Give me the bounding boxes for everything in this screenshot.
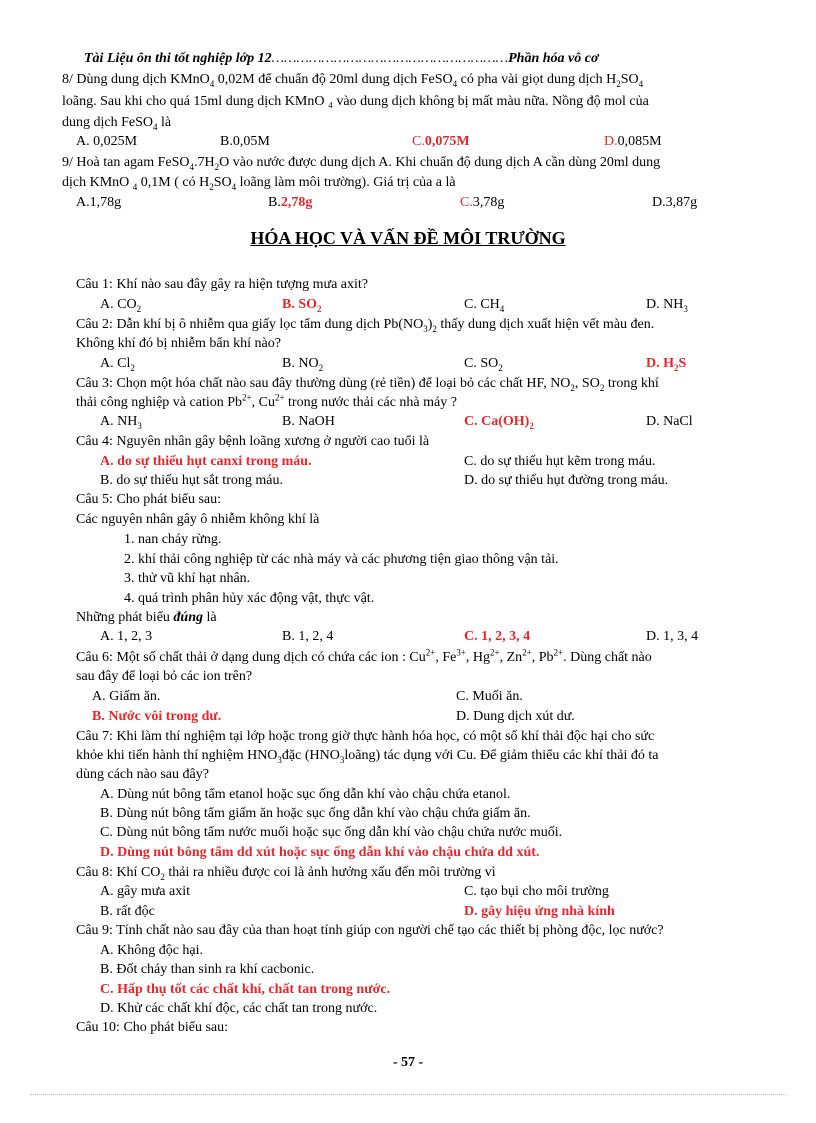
c1-option-b: B. $SO_2$ bbox=[282, 297, 322, 314]
c3-question-line-2: thải công nghiệp và cation $Pb^{2+}$, $Cu^{2+}$ trong nước thải các nhà máy ? bbox=[76, 392, 457, 410]
q8-line-2: loãng. Sau khi cho quá 15ml dung dịch KMnO ₄ vào dung dịch không bị mất màu nữa. Nồng độ mol của bbox=[62, 94, 649, 109]
c5-item-1: 1. nan cháy rừng. bbox=[124, 532, 222, 547]
c3-option-c: C. $Ca(OH)_2$ bbox=[464, 414, 534, 431]
section-title: HÓA HỌC VÀ VẤN ĐỀ MÔI TRƯỜNG bbox=[250, 228, 566, 248]
q8-option-d: D.0,085M bbox=[604, 134, 662, 149]
header-dots: ………………………………………………… bbox=[271, 51, 509, 66]
c10-question: Câu 10: Cho phát biểu sau: bbox=[76, 1020, 229, 1035]
c6-option-d: D. Dung dịch xút dư. bbox=[456, 709, 575, 724]
c3-option-b: B. NaOH bbox=[282, 414, 335, 429]
q9-line-2: dịch KMnO $_4$ 0,1M ( có $H_2SO_4$ loãng làm môi trường). Giá trị của a là bbox=[62, 175, 456, 192]
c7-option-a: A. Dùng nút bông tẩm etanol hoặc sục ống dẫn khí vào chậu chứa etanol. bbox=[100, 787, 511, 802]
c7-question-line-3: dùng cách nào sau đây? bbox=[76, 767, 209, 782]
c5-question: Câu 5: Cho phát biểu sau: bbox=[76, 492, 222, 507]
c6-option-a: A. Giấm ăn. bbox=[92, 689, 161, 704]
c6-question-line-1: Câu 6: Một số chất thải ở dạng dung dịch có chứa các ion : $Cu^{2+}$, $Fe^{3+}$, $Hg^{2+}$, $Zn^{2+}$, $Pb^{2+}$. Dùng chất nào bbox=[76, 647, 652, 665]
q8-option-c: C.0,075M bbox=[412, 134, 470, 149]
c2-option-d: D. $H_2S$ bbox=[646, 356, 687, 373]
c2-option-c: C. $SO_2$ bbox=[464, 356, 503, 373]
page-header bbox=[84, 50, 598, 68]
c2-question-line-1: Câu 2: Dẫn khí bị ô nhiễm qua giấy lọc tẩm dung dịch $Pb(NO_3)_2$ thấy dung dịch xuất hiện vết màu đen. bbox=[76, 317, 655, 334]
q9-option-d: D.3,87g bbox=[652, 195, 698, 210]
c8-option-b: B. rất độc bbox=[100, 904, 155, 919]
c4-option-b: B. do sự thiếu hụt sắt trong máu. bbox=[100, 473, 283, 488]
c5-option-d: D. 1, 3, 4 bbox=[646, 629, 699, 644]
header-right: Phần hóa vô cơ bbox=[508, 51, 599, 66]
q9-option-b: B.2,78g bbox=[268, 195, 313, 210]
c2-option-b: B. $NO_2$ bbox=[282, 356, 324, 373]
c6-question-line-2: sau đây để loại bỏ các ion trên? bbox=[76, 669, 253, 684]
c5-option-b: B. 1, 2, 4 bbox=[282, 629, 334, 644]
c5-ask: Những phát biểu đúng là bbox=[76, 610, 217, 625]
c7-question-line-1: Câu 7: Khi làm thí nghiệm tại lớp hoặc trong giờ thực hành hóa học, có một số khí thải độc hại cho sức bbox=[76, 729, 655, 744]
c8-option-d: D. gây hiệu ứng nhà kính bbox=[464, 904, 615, 919]
c5-item-3: 3. thử vũ khí hạt nhân. bbox=[124, 571, 251, 586]
c5-intro: Các nguyên nhân gây ô nhiễm không khí là bbox=[76, 512, 320, 527]
c2-option-a: A. $Cl_2$ bbox=[100, 356, 135, 373]
c7-question-line-2: khỏe khi tiến hành thí nghiệm $HNO_3đặc$ $(HNO_3loãng)$ tác dụng với Cu. Để giảm thiểu các khí thải đó ta bbox=[76, 748, 659, 765]
q8-line-3: dung dịch FeSO$_4$ là bbox=[62, 115, 172, 132]
header-left: Tài Liệu ôn thi tốt nghiệp lớp 12 bbox=[84, 51, 272, 66]
c5-item-4: 4. quá trình phân hủy xác động vật, thực vật. bbox=[124, 591, 375, 606]
c4-option-c: C. do sự thiếu hụt kẽm trong máu. bbox=[464, 454, 656, 469]
q8-line-1: 8/ Dùng dung dịch KMnO$_4$ 0,02M để chuẩn độ 20ml dung dịch FeSO$_4$ có pha vài giọt dung dịch $H_2SO_4$ bbox=[62, 72, 644, 89]
c9-option-a: A. Không độc hại. bbox=[100, 943, 204, 958]
c2-question-line-2: Không khí đó bị nhiễm bẩn khí nào? bbox=[76, 336, 281, 351]
c6-option-b: B. Nước vôi trong dư. bbox=[92, 709, 222, 724]
c4-option-d: D. do sự thiếu hụt đường trong máu. bbox=[464, 473, 669, 488]
c9-question: Câu 9: Tính chất nào sau đây của than hoạt tính giúp con người chế tạo các thiết bị phòng độc, lọc nước? bbox=[76, 923, 664, 938]
c4-option-a: A. do sự thiếu hụt canxi trong máu. bbox=[100, 454, 312, 469]
c3-question-line-1: Câu 3: Chọn một hóa chất nào sau đây thường dùng (rẻ tiền) để loại bỏ các chất HF, $NO_2$, $SO_2$ trong khí bbox=[76, 376, 659, 393]
page-bottom-rule bbox=[30, 1094, 786, 1095]
c9-option-d: D. Khử các chất khí độc, các chất tan trong nước. bbox=[100, 1001, 378, 1016]
c7-option-d: D. Dùng nút bông tẩm dd xút hoặc sục ống dẫn khí vào chậu chứa dd xút. bbox=[100, 845, 540, 860]
q9-option-a: A.1,78g bbox=[76, 195, 122, 210]
c8-option-a: A. gây mưa axit bbox=[100, 884, 191, 899]
q8-option-a: A. 0,025M bbox=[76, 134, 138, 149]
q8-option-b: B.0,05M bbox=[220, 134, 270, 149]
c9-option-c: C. Hấp thụ tốt các chất khí, chất tan trong nước. bbox=[100, 982, 391, 997]
c7-option-c: C. Dùng nút bông tẩm nước muối hoặc sục ống dẫn khí vào chậu chứa nước muối. bbox=[100, 825, 563, 840]
c6-option-c: C. Muối ăn. bbox=[456, 689, 523, 704]
c3-option-d: D. NaCl bbox=[646, 414, 693, 429]
q9-line-1: 9/ Hoà tan agam $FeSO_4.7H_2O$ vào nước được dung dịch A. Khi chuẩn độ dung dịch A cần dùng 20ml dung bbox=[62, 155, 661, 172]
c8-question: Câu 8: Khí $CO_2$ thải ra nhiều được coi là ảnh hưởng xấu đến môi trường vì bbox=[76, 865, 496, 882]
c1-option-a: A. $CO_2$ bbox=[100, 297, 142, 314]
c1-option-c: C. $CH_4$ bbox=[464, 297, 505, 314]
page-number: - 57 - bbox=[392, 1055, 424, 1070]
c8-option-c: C. tạo bụi cho môi trường bbox=[464, 884, 609, 899]
c5-item-2: 2. khí thải công nghiệp từ các nhà máy và các phương tiện giao thông vận tải. bbox=[124, 552, 559, 567]
c1-question: Câu 1: Khí nào sau đây gây ra hiện tượng mưa axit? bbox=[76, 277, 369, 292]
c1-option-d: D. $NH_3$ bbox=[646, 297, 688, 314]
c5-option-c: C. 1, 2, 3, 4 bbox=[464, 629, 531, 644]
c7-option-b: B. Dùng nút bông tẩm giấm ăn hoặc sục ống dẫn khí vào chậu chứa giấm ăn. bbox=[100, 806, 531, 821]
c9-option-b: B. Đốt cháy than sinh ra khí cacbonic. bbox=[100, 962, 315, 977]
c3-option-a: A. $NH_3$ bbox=[100, 414, 142, 431]
c5-option-a: A. 1, 2, 3 bbox=[100, 629, 153, 644]
c4-question: Câu 4: Nguyên nhân gây bệnh loãng xương ở người cao tuổi là bbox=[76, 434, 430, 449]
q9-option-c: C.3,78g bbox=[460, 195, 505, 210]
